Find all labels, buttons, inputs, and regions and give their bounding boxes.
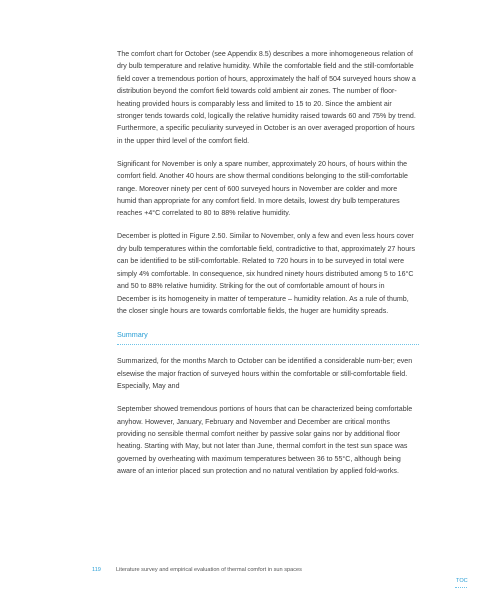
page-number: 119 [92, 567, 101, 573]
toc-underline [455, 587, 467, 588]
summary-paragraph-2: September showed tremendous portions of hours that can be characterized being comfortable anyhow. However, January, February and November and December are critical months providing no sensible thermal comfort neither by passive solar gains nor by additional floor heating. Starting with May, but not later than June, thermal comfort in the test sun space was governed by overheating with maximum temperatures between 36 to 55°C, although being aware of an interior placed sun protection and no natural ventilation by applied fold-works. [117, 406, 413, 476]
page-footer [92, 566, 302, 574]
running-title: Literature survey and empirical evaluation of thermal comfort in sun spaces [116, 567, 302, 573]
summary-divider [117, 344, 419, 345]
body-paragraph-october: The comfort chart for October (see Appendix 8.5) describes a more inhomogeneous relation of dry bulb temperature and relative humidity. While the comfortable field and the still-comfortable field cover a tremendous portion of hours, approximately the half of 504 surveyed hours show a distribution beyond the comfort field towards cold ambient air zones. The number of floor-heating provided hours is comparably less and limited to 15 to 20. Since the ambient air stronger tends towards cold, logically the relative humidity raised towards 60 and 75% by trend. Furthermore, a specific peculiarity surveyed in October is an over averaged proportion of hours in the upper third level of the comfort field. [117, 51, 416, 145]
body-paragraph-november: Significant for November is only a spare number, approximately 20 hours, of hours within the comfort field. Another 40 hours are show thermal conditions belonging to the still-comfortable range. Moreover ninety per cent of 600 surveyed hours in November are colder and more humid than appropriate for any comfort field. In more details, lowest dry bulb temperatures reaches +4°C correlated to 80 to 88% relative humidity. [117, 160, 408, 218]
toc-link[interactable]: TOC [456, 578, 468, 584]
main-text-column [117, 49, 417, 489]
summary-heading: Summary [117, 330, 148, 340]
body-paragraph-december: December is plotted in Figure 2.50. Similar to November, only a few and even less hours cover dry bulb temperatures within the comfortable field, contradictive to that, approximately 27 hours can be identified to be still-comfortable. Related to 720 hours in to be surveyed in total were simply 4% comfortable. In consequence, six hundred ninety hours distributed among 5 to 16°C and 50 to 88% relative humidity. Striking for the out of comfortable amount of hours in December is its homogeneity in matter of temperature – humidity relation. As a rule of thumb, the closer single hours are towards comfortable fields, the huger are humidity spreads. [117, 233, 416, 315]
summary-paragraph-1: Summarized, for the months March to October can be identified a considerable num-ber; even elsewise the major fraction of surveyed hours within the comfortable or still-comfortable field. Especially, May and [117, 358, 413, 391]
